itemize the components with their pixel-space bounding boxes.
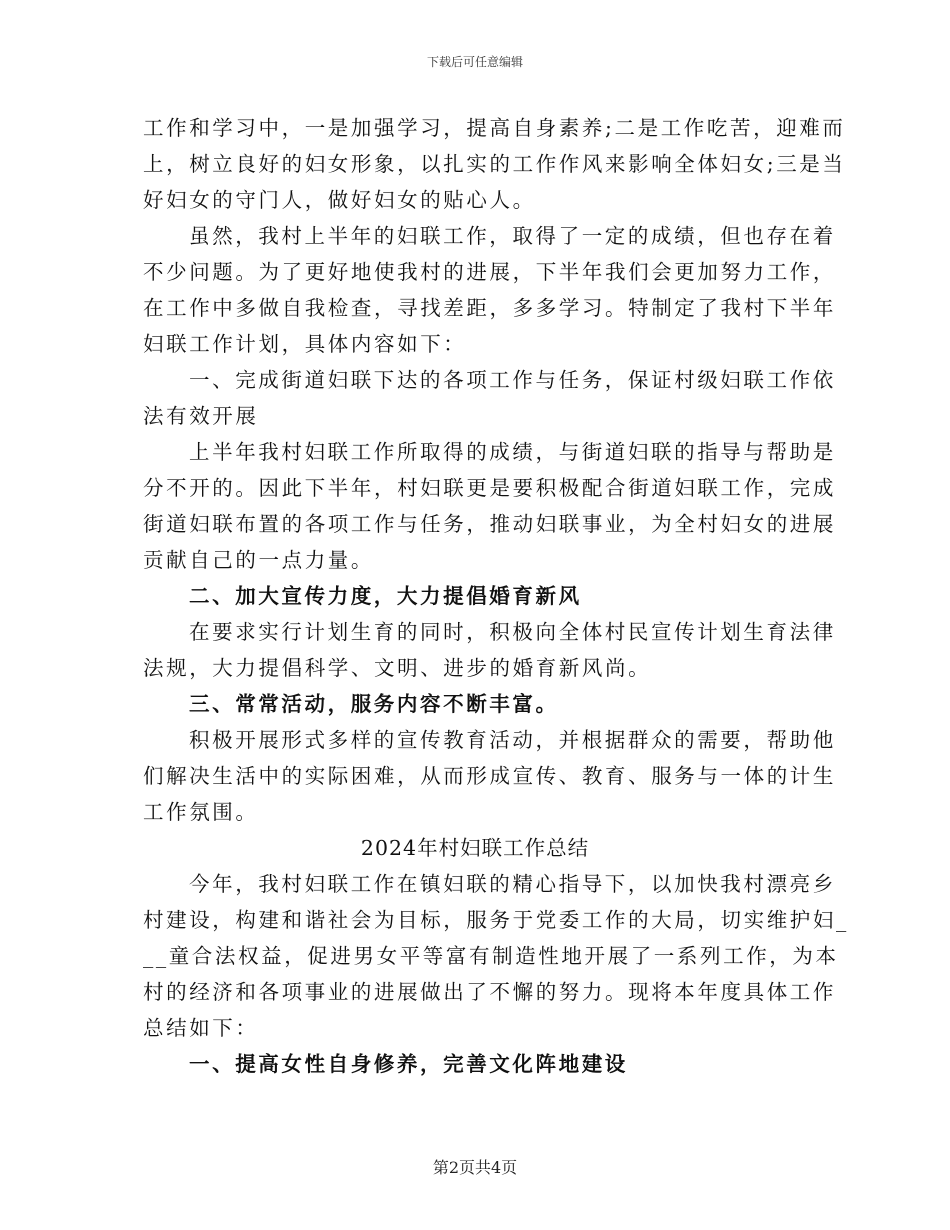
body-line: 总结如下： bbox=[143, 1016, 259, 1040]
body-line: 好妇女的守门人，做好妇女的贴心人。 bbox=[143, 188, 536, 212]
body-line: 在工作中多做自我检查，寻找差距，多多学习。特制定了我村下半年 bbox=[143, 296, 836, 320]
body-line: 工作和学习中，一是加强学习，提高自身素养;二是工作吃苦，迎难而 bbox=[143, 116, 846, 140]
document-body bbox=[143, 110, 849, 1082]
section-heading-line: 一、完成街道妇联下达的各项工作与任务，保证村级妇联工作依 bbox=[189, 368, 836, 392]
body-line: 贡献自己的一点力量。 bbox=[143, 548, 374, 572]
body-line: 在要求实行计划生育的同时，积极向全体村民宣传计划生育法律 bbox=[189, 620, 836, 644]
document-title: 2024年村妇联工作总结 bbox=[360, 836, 590, 860]
body-line: 们解决生活中的实际困难，从而形成宣传、教育、服务与一体的计生 bbox=[143, 764, 836, 788]
body-line: 村的经济和各项事业的进展做出了不懈的努力。现将本年度具体工作 bbox=[143, 980, 836, 1004]
body-line: 积极开展形式多样的宣传教育活动，并根据群众的需要，帮助他 bbox=[189, 728, 836, 752]
body-line: __童合法权益，促进男女平等富有制造性地开展了一系列工作，为本 bbox=[143, 944, 839, 968]
page-header: 下载后可任意编辑 bbox=[426, 55, 523, 69]
section-heading: 一、提高女性自身修养，完善文化阵地建设 bbox=[189, 1052, 628, 1076]
section-heading-line: 法有效开展 bbox=[143, 404, 259, 428]
body-line: 街道妇联布置的各项工作与任务，推动妇联事业，为全村妇女的进展 bbox=[143, 512, 836, 536]
body-line: 工作氛围。 bbox=[143, 800, 259, 824]
body-line: 今年，我村妇联工作在镇妇联的精心指导下，以加快我村漂亮乡 bbox=[189, 872, 836, 896]
body-line: 分不开的。因此下半年，村妇联更是要积极配合街道妇联工作，完成 bbox=[143, 476, 836, 500]
body-line: 上半年我村妇联工作所取得的成绩，与街道妇联的指导与帮助是 bbox=[189, 440, 836, 464]
body-line: 妇联工作计划，具体内容如下： bbox=[143, 332, 467, 356]
body-line: 虽然，我村上半年的妇联工作，取得了一定的成绩，但也存在着 bbox=[189, 224, 836, 248]
body-line: 村建设，构建和谐社会为目标，服务于党委工作的大局，切实维护妇_ bbox=[143, 908, 849, 932]
body-line: 不少问题。为了更好地使我村的进展，下半年我们会更加努力工作， bbox=[143, 260, 836, 284]
body-line: 上，树立良好的妇女形象，以扎实的工作作风来影响全体妇女;三是当 bbox=[143, 152, 846, 176]
section-heading: 二、加大宣传力度，大力提倡婚育新风 bbox=[189, 584, 582, 608]
section-heading: 三、常常活动，服务内容不断丰富。 bbox=[189, 692, 559, 716]
body-line: 法规，大力提倡科学、文明、进步的婚育新风尚。 bbox=[143, 656, 652, 680]
page-number: 第2页共4页 bbox=[432, 1158, 518, 1177]
